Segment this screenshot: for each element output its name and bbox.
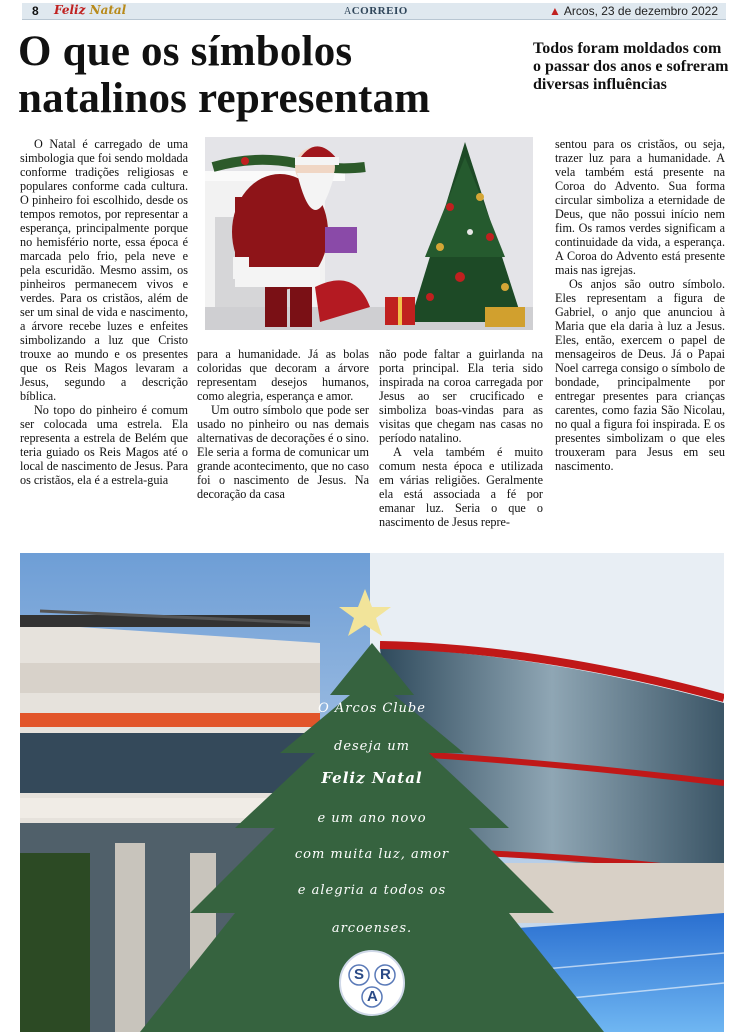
section-logo-part-2: Natal — [89, 3, 127, 17]
paragraph: A vela também é muito comum nesta época e utilizada em várias religiões. Geralmente ela está associada a fé por emanar luz. Seria o que o nascimento de Jesus repre- — [379, 445, 543, 529]
arcos-clube-christmas-ad — [20, 553, 724, 1032]
paragraph: não pode faltar a guirlanda na porta principal. Ela teria sido inspirada na coroa carregada por Jesus ao ser crucificado e simboliza boas-vindas para as visitas que chegam nas casas no período natalino. — [379, 347, 543, 445]
ad-line-feliz-natal: Feliz Natal — [321, 769, 423, 787]
paragraph: para a humanidade. Já as bolas coloridas que decoram a árvore representam desejos humanos, como alegria, esperança e amor. — [197, 347, 369, 403]
sra-logo-r: R — [380, 966, 391, 983]
ad-line-new-year: e um ano novo — [317, 811, 427, 826]
article-column-2 — [197, 347, 369, 501]
masthead-article: A — [344, 6, 352, 17]
page-header — [22, 3, 726, 20]
section-logo — [54, 3, 126, 17]
ad-line-joy: e alegria a todos os — [297, 883, 447, 898]
sra-logo-icon — [340, 951, 404, 1015]
article-column-4 — [555, 137, 725, 473]
paragraph: sentou para os cristãos, ou seja, trazer luz para a humanidade. A vela também está presente na Coroa do Advento. Sua forma circular simboliza a eternidade de Deus, que não possui início nem fim. Os ramos verdes significam a continuidade da vida, a esperança. A Coroa do Advento está presente mais nas igrejas. — [555, 137, 725, 277]
club-building-backdrop — [20, 553, 724, 1032]
ad-line-wishes: deseja um — [334, 739, 410, 754]
page-number: 8 — [32, 4, 39, 18]
article-column-3 — [379, 347, 543, 529]
ad-line-club-name: O Arcos Clube — [318, 701, 426, 716]
santa-hat-icon: ▲ — [549, 4, 561, 18]
masthead-name: CORREIO — [351, 5, 408, 17]
paragraph: No topo do pinheiro é comum ser colocada uma estrela. Ela representa a estrela de Belém que teria guiado os Reis Magos até o local de nascimento de Jesus. Para os cristãos, ela é a estrela-guia — [20, 403, 188, 487]
ad-line-light-love: com muita luz, amor — [294, 847, 450, 862]
sra-logo-a: A — [367, 988, 378, 1005]
article-column-1 — [20, 137, 188, 487]
ad-line-arcoenses: arcoenses. — [331, 921, 413, 936]
dateline-text: Arcos, 23 de dezembro 2022 — [563, 4, 718, 18]
article-headline: O que os símbolos natalinos representam — [18, 28, 431, 122]
sra-logo-s: S — [354, 966, 365, 983]
section-logo-part-1: Feliz — [54, 3, 90, 17]
santa-tree-illustration — [205, 137, 533, 330]
article-subhead: Todos foram moldados com o passar dos anos e sofreram diversas influências — [533, 40, 729, 93]
paragraph: Um outro símbolo que pode ser usado no pinheiro ou nas demais alternativas de decorações é o sino. Ele seria a forma de comunicar um grande acontecimento, que no caso foi o nascimento de Jesus. Na decoração da casa — [197, 403, 369, 501]
paragraph: Os anjos são outro símbolo. Eles representam a figura de Gabriel, o anjo que anunciou à Maria que ela daria à luz a Jesus. Eles, então, exercem o papel de mensageiros de Deus. Já o Papai Noel carrega consigo o símbolo de bondade, principalmente por entregar presentes para crianças carentes, como fazia São Nicolau, no qual a figura foi inspirada. E os presentes simbolizam o que eles trouxeram para Jesus em seu nascimento. — [555, 277, 725, 473]
dateline — [549, 4, 718, 18]
santa-claus-photo — [205, 137, 533, 330]
newspaper-masthead — [344, 5, 408, 17]
paragraph: O Natal é carregado de uma simbologia que foi sendo moldada conforme tradições religiosas e populares conforme cada cultura. O pinheiro foi escolhido, desde os tempos remotos, por representar a esperança, principalmente porque no hemisfério norte, essa época é marcada pelo frio, pela neve e pela escuridão. Mesmo assim, os pinheiros permanecem vivos e verdes. Para os cristãos, além de ser um sinal de vida e nascimento, a árvore recebe luzes e enfeites simbolizando a luz que Cristo trouxe ao mundo e os presentes que os Reis Magos levaram a Jesus, segundo a descrição bíblica. — [20, 137, 188, 403]
